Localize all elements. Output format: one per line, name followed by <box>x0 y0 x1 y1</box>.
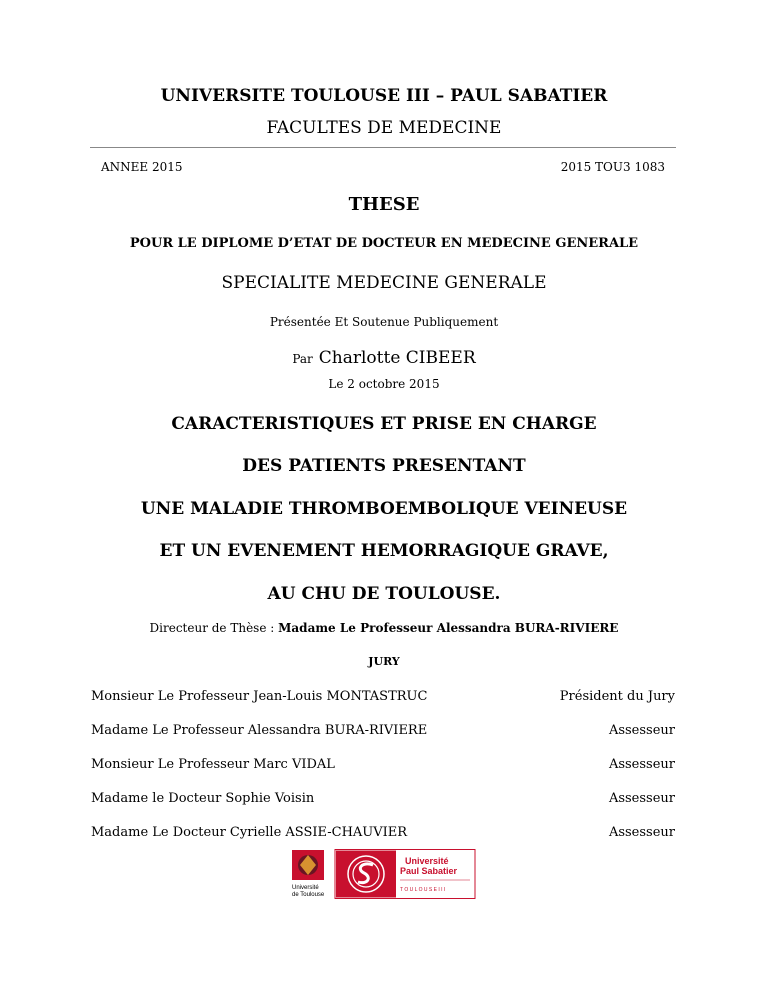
jury-member-role: Président du Jury <box>559 689 675 704</box>
university-name: UNIVERSITE TOULOUSE III – PAUL SABATIER <box>160 86 608 106</box>
director-label: Directeur de Thèse : <box>149 621 279 635</box>
thesis-heading: THESE <box>348 194 420 215</box>
thesis-title-line: CARACTERISTIQUES ET PRISE EN CHARGE <box>171 414 597 434</box>
thesis-title-line: ET UN EVENEMENT HEMORRAGIQUE GRAVE, <box>159 541 609 561</box>
left-logo-text-1: Université <box>292 885 319 891</box>
jury-member-name: Madame Le Professeur Alessandra BURA-RIVIERE <box>91 723 428 738</box>
jury-member-name: Monsieur Le Professeur Jean-Louis MONTASTRUC <box>91 689 428 704</box>
left-logo-text-2: de Toulouse <box>292 892 325 898</box>
thesis-title-line: UNE MALADIE THROMBOEMBOLIQUE VEINEUSE <box>140 499 628 519</box>
author-name: Charlotte CIBEER <box>318 348 476 368</box>
jury-member-role: Assesseur <box>608 791 675 806</box>
universite-de-toulouse-logo <box>292 850 325 898</box>
right-logo-text-3: T O U L O U S E I I I <box>400 887 446 893</box>
paul-sabatier-logo <box>335 850 475 899</box>
par-label: Par <box>292 352 313 366</box>
jury-member-role: Assesseur <box>608 723 675 738</box>
presented-line: Présentée Et Soutenue Publiquement <box>269 315 499 329</box>
jury-member-name: Madame Le Docteur Cyrielle ASSIE-CHAUVIER <box>91 825 408 840</box>
director-name: Madame Le Professeur Alessandra BURA-RIVIERE <box>278 621 619 635</box>
diploma-line: POUR LE DIPLOME D’ETAT DE DOCTEUR EN MEDECINE GENERALE <box>129 236 639 251</box>
thesis-title-line: DES PATIENTS PRESENTANT <box>242 456 526 476</box>
defense-date: Le 2 octobre 2015 <box>328 377 440 391</box>
jury-member-role: Assesseur <box>608 825 675 840</box>
right-logo-text-1: Université <box>405 856 449 866</box>
right-logo-text-2: Paul Sabatier <box>400 866 458 876</box>
thesis-reference: 2015 TOU3 1083 <box>560 160 665 174</box>
header-divider <box>90 147 676 148</box>
jury-member-role: Assesseur <box>608 757 675 772</box>
faculty-name: FACULTES DE MEDECINE <box>266 118 502 138</box>
jury-title: JURY <box>368 655 400 668</box>
author-line <box>0 348 768 368</box>
specialty-line: SPECIALITE MEDECINE GENERALE <box>221 273 547 293</box>
university-logos <box>290 849 476 899</box>
jury-member-name: Madame le Docteur Sophie Voisin <box>91 791 315 806</box>
year-label: ANNEE 2015 <box>101 160 183 174</box>
director-line <box>0 621 768 635</box>
thesis-title-line: AU CHU DE TOULOUSE. <box>267 584 501 604</box>
jury-member-name: Monsieur Le Professeur Marc VIDAL <box>91 757 335 772</box>
